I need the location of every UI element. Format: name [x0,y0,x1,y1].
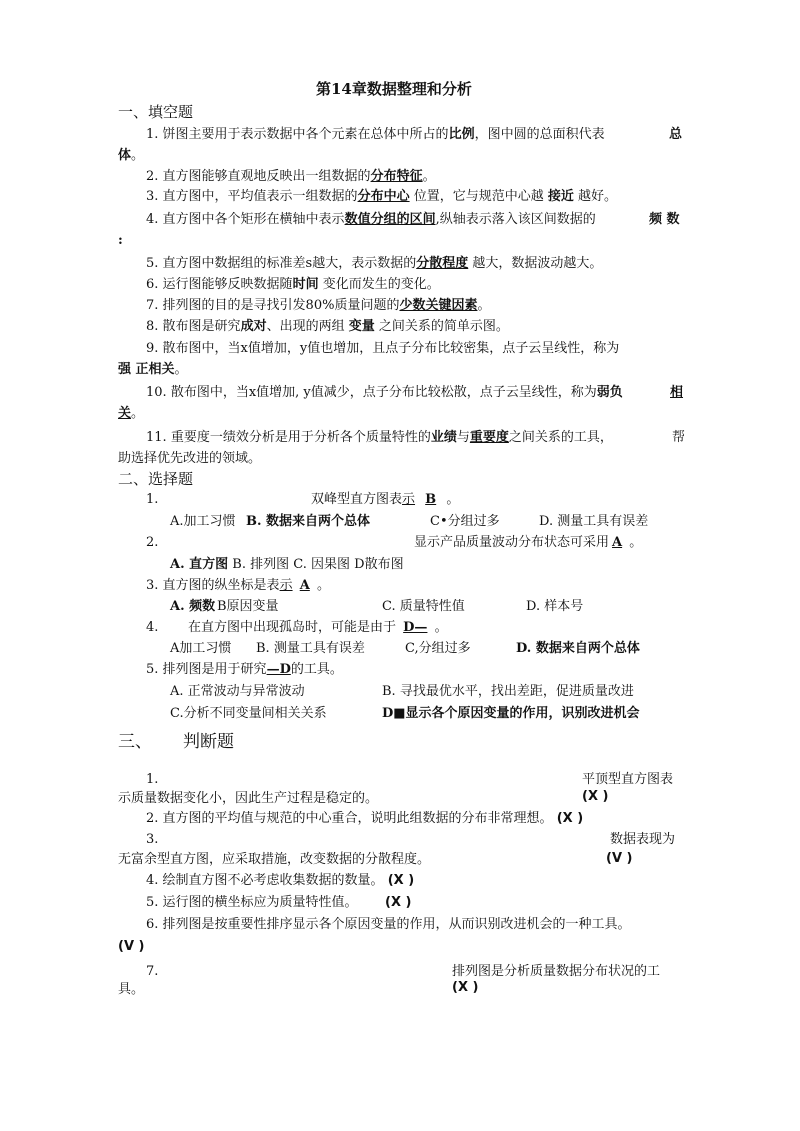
answer: 强 正相关 [118,362,175,377]
page-title: 第14章数据整理和分析 [316,80,472,98]
choice-option: C.分析不同变量间相关关系 [170,706,327,721]
choice-option: D. 测量工具有误差 [539,514,649,529]
answer: 分布中心 [357,189,410,204]
choice-question-5: 5. 排列图是用于研究—D的工具。 [146,662,343,677]
answer: 时间 [292,277,319,292]
section-heading-choice: 二、选择题 [118,470,194,488]
choice-option: C•分组过多 [430,514,500,529]
choice-option: B. 排列图 [232,557,290,572]
answer: 比例 [448,127,475,142]
fill-question-2: 2. 直方图能够直观地反映出一组数据的分布特征。 [146,169,436,184]
answer: 关 [118,406,132,421]
choice-option: D. 样本号 [526,599,584,614]
answer: 重要度 [469,430,509,445]
judge-question-6: 6. 排列图是按重要性排序显示各个原因变量的作用，从而识别改进机会的一种工具。 [146,917,631,932]
choice-option: B. 测量工具有误差 [256,641,365,656]
answer: 数值分组的区间 [344,212,436,227]
answer: 相 [670,385,684,400]
judge-answer: (X ) [452,980,479,995]
judge-answer: (V ) [118,939,145,954]
choice-question-1: 双峰型直方图表示 B 。 [311,492,460,507]
answer: D— [403,620,428,635]
answer: 弱负 [596,385,623,400]
choice-option: D. 数据来自两个总体 [516,641,640,656]
choice-option: D■显示各个原因变量的作用，识别改进机会 [382,706,640,721]
judge-question-3-b: 无富余型直方图，应采取措施，改变数据的分散程度。 [118,852,431,867]
judge-question-7-a: 排列图是分析质量数据分布状况的工 [452,964,661,979]
choice-question-1-num: 1. [146,492,159,507]
fill-question-9-cont: 强 正相关。 [118,362,188,377]
choice-question-4-num: 4. [146,620,159,635]
choice-option: A. 频数 [170,599,216,614]
answer: A [299,578,310,593]
choice-option: A. 直方图 [170,557,229,572]
choice-option: C. 因果图 [293,557,350,572]
fill-question-1: 1. 饼图主要用于表示数据中各个元素在总体中所占的比例，图中圆的总面积代表 [146,127,605,142]
choice-option: C,分组过多 [405,641,471,656]
judge-question-7-b: 具。 [118,982,145,997]
judge-question-2: 2. 直方图的平均值与规范的中心重合，说明此组数据的分布非常理想。 (X ) [146,811,584,826]
fill-question-11-cont: 助选择优先改进的领域。 [118,451,262,466]
answer: 频 数 [649,212,680,227]
answer: 体 [118,148,132,163]
choice-option: B. 寻找最优水平，找出差距，促进质量改进 [382,684,634,699]
choice-option: B. 数据来自两个总体 [246,514,371,529]
answer: —D [266,662,291,677]
fill-question-3: 3. 直方图中，平均值表示一组数据的分布中心 位置，它与规范中心越 接近 越好。 [146,189,618,204]
fill-question-1-cont: 体。 [118,148,145,163]
choice-question-2: 显示产品质量波动分布状态可采用 A 。 [414,535,643,550]
answer: 业绩 [430,430,457,445]
choice-option: D散布图 [354,557,404,572]
judge-question-3-a: 数据表现为 [610,832,676,847]
answer: 总 [669,127,683,142]
choice-question-2-num: 2. [146,535,159,550]
fill-question-5: 5. 直方图中数据组的标准差s越大，表示数据的分散程度 越大，数据波动越大。 [146,256,603,271]
section-heading-judge: 判断题 [183,732,234,752]
judge-answer: (X ) [385,895,412,910]
choice-option: B原因变量 [217,599,279,614]
judge-question-1-a: 平顶型直方图表 [582,772,674,787]
judge-question-7-num: 7. [146,964,159,979]
fill-question-7: 7. 排列图的目的是寻找引发80%质量问题的少数关键因素。 [146,298,491,313]
choice-question-3: 3. 直方图的纵坐标是表示 A 。 [146,578,330,593]
answer: 少数关键因素 [399,298,478,313]
fill-question-10: 10. 散布图中，当x值增加, y值减少，点子分布比较松散，点子云呈线性，称为弱负 [146,385,623,400]
fill-question-6: 6. 运行图能够反映数据随时间 变化而发生的变化。 [146,277,440,292]
choice-options-2 [170,556,404,574]
judge-question-1-b: 示质量数据变化小，因此生产过程是稳定的。 [118,791,379,806]
choice-option: A.加工习惯 [170,514,236,529]
judge-question-4: 4. 绘制直方图不必考虑收集数据的数量。 (X ) [146,873,415,888]
judge-answer: (X ) [556,811,584,826]
judge-question-5: 5. 运行图的横坐标应为质量特性值。 [146,895,358,910]
answer: 分散程度 [416,256,469,271]
answer: 分布特征 [370,169,423,184]
section-heading-judge-num: 三、 [118,732,152,752]
judge-answer: (X ) [582,789,609,804]
choice-option: A. 正常波动与异常波动 [170,684,305,699]
judge-answer: (X ) [387,873,415,888]
choice-option: A加工习惯 [170,641,232,656]
answer: 成对 [240,319,267,334]
fill-question-4: 4. 直方图中各个矩形在横轴中表示数值分组的区间,纵轴表示落入该区间数据的 [146,212,596,227]
judge-answer: (V ) [606,851,633,866]
answer: 接近 [547,189,574,204]
fill-question-11-tail: 帮 [672,430,686,445]
answer: 变量 [348,319,375,334]
fill-question-8: 8. 散布图是研究成对、出现的两组 变量 之间关系的简单示图。 [146,319,509,334]
judge-question-3-num: 3. [146,832,159,847]
answer: A [612,535,623,550]
judge-question-1-num: 1. [146,772,159,787]
choice-option: C. 质量特性值 [382,599,465,614]
fill-question-4-cont: : [118,233,123,248]
fill-question-11: 11. 重要度一绩效分析是用于分析各个质量特性的业绩与重要度之间关系的工具， [146,430,613,445]
section-heading-fill: 一、填空题 [118,103,194,121]
choice-question-4: 在直方图中出现孤岛时，可能是由于 D— 。 [188,620,448,635]
fill-question-9: 9. 散布图中，当x值增加，y值也增加，且点子分布比较密集，点子云呈线性，称为 [146,341,620,356]
answer: B [425,492,437,507]
fill-question-10-cont: 关。 [118,406,145,421]
